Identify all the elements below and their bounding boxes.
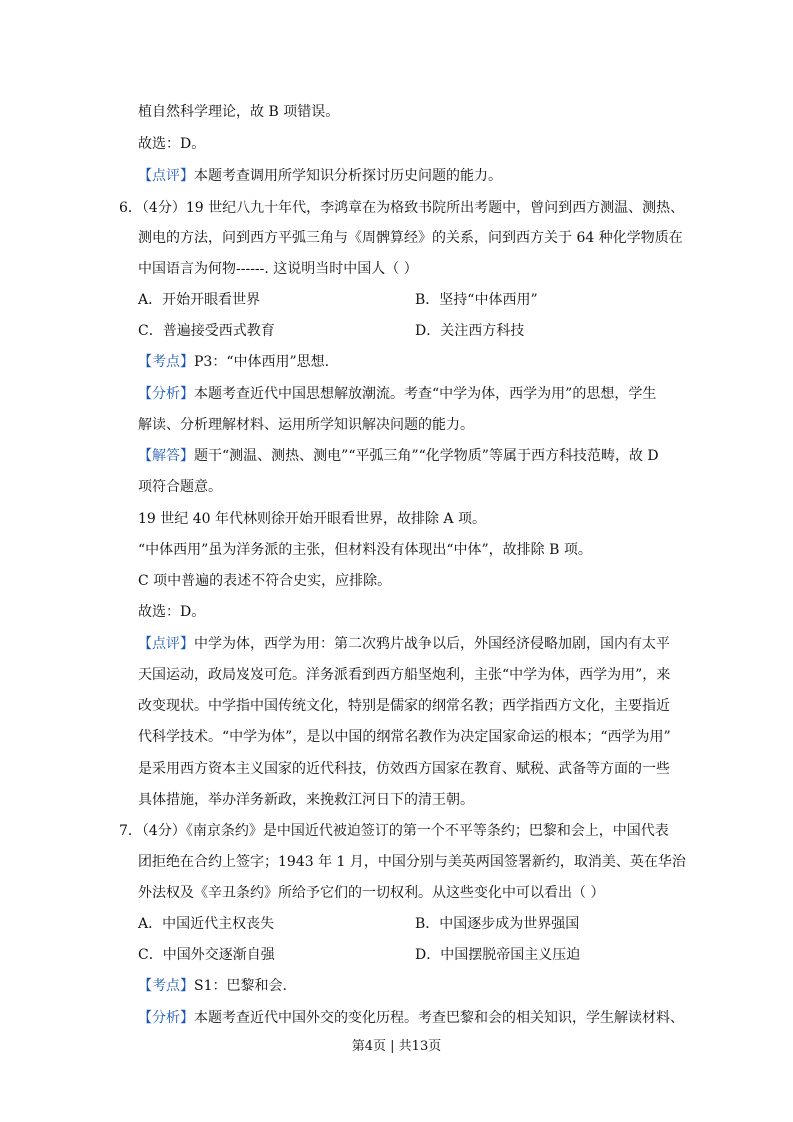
analysis-line xyxy=(138,384,656,404)
tag-bracket-open: 【 xyxy=(138,978,152,994)
tag-label: 考点 xyxy=(152,354,180,370)
answer-line: 故选：D。 xyxy=(138,604,206,620)
analysis-text: 本题考查近代中国思想解放潮流。考查“中学为体，西学为用”的思想，学生 xyxy=(194,386,657,402)
comment-line: 改变现状。中学指中国传统文化，特别是儒家的纲常名教；西学指西方文化，主要指近 xyxy=(138,698,670,714)
option-c: C．中国外交逐渐自强 xyxy=(138,947,275,963)
tag-label: 点评 xyxy=(152,168,180,184)
answer-text: 题干“测温、测热、测电”“平弧三角”“化学物质”等属于西方科技范畴，故 D xyxy=(194,448,659,464)
analysis-line: 解读、分析理解材料、运用所学知识解决问题的能力。 xyxy=(138,417,474,433)
answer-line: 19 世纪 40 年代林则徐开始开眼看世界，故排除 A 项。 xyxy=(138,511,486,527)
answer-line: 项符合题意。 xyxy=(138,479,222,495)
comment-line: 天国运动，政局岌岌可危。洋务派看到西方船坚炮利，主张“中学为体，西学为用”，来 xyxy=(138,667,671,683)
tag-bracket-close: 】 xyxy=(180,354,194,370)
analysis-text: 本题考查近代中国外交的变化历程。考查巴黎和会的相关知识，学生解读材料、 xyxy=(194,1010,684,1026)
text-line: 植自然科学理论，故 B 项错误。 xyxy=(138,104,340,120)
question-7-stem: 7．（4分）《南京条约》是中国近代被迫签订的第一个不平等条约；巴黎和会上，中国代表 xyxy=(119,823,669,839)
knowledge-point-text: S1：巴黎和会. xyxy=(194,978,287,994)
text-line: 故选：D。 xyxy=(138,136,206,152)
option-c: C．普遍接受西式教育 xyxy=(138,323,275,339)
comment-line: 是采用西方资本主义国家的近代科技，仿效西方国家在教育、赋税、武备等方面的一些 xyxy=(138,761,670,777)
option-d: D．中国摆脱帝国主义压迫 xyxy=(415,947,581,963)
question-6-stem: 6．（4分）19 世纪八九十年代，李鸿章在为格致书院所出考题中，曾问到西方测温、测热、 xyxy=(119,200,685,216)
comment-line: 具体措施，举办洋务新政，来挽救江河日下的清王朝。 xyxy=(138,792,474,808)
tag-bracket-close: 】 xyxy=(180,636,194,652)
tag-bracket-close: 】 xyxy=(180,1010,194,1026)
tag-label: 分析 xyxy=(152,1010,180,1026)
comment-line xyxy=(138,166,502,186)
tag-bracket-close: 】 xyxy=(180,978,194,994)
option-b: B．中国逐步成为世界强国 xyxy=(415,916,580,932)
tag-bracket-close: 】 xyxy=(180,386,194,402)
knowledge-point-line xyxy=(138,976,287,996)
page-footer: 第4页 | 共13页 xyxy=(351,1039,442,1054)
question-6-stem: 测电的方法，问到西方平弧三角与《周髀算经》的关系，问到西方关于 64 种化学物质在 xyxy=(138,230,683,246)
tag-bracket-open: 【 xyxy=(138,168,152,184)
comment-line xyxy=(138,634,670,654)
tag-bracket-close: 】 xyxy=(180,168,194,184)
tag-label: 点评 xyxy=(152,636,180,652)
tag-bracket-close: 】 xyxy=(180,448,194,464)
tag-bracket-open: 【 xyxy=(138,636,152,652)
answer-line: C 项中普遍的表述不符合史实，应排除。 xyxy=(138,573,392,589)
comment-line: 代科学技术。“中学为体”，是以中国的纲常名教作为决定国家命运的根本；“西学为用” xyxy=(138,729,671,745)
question-7-stem: 外法权及《辛丑条约》所给予它们的一切权利。从这些变化中可以看出（ ） xyxy=(138,885,605,901)
answer-line: “中体西用”虽为洋务派的主张，但材料没有体现出“中体”，故排除 B 项。 xyxy=(138,542,592,558)
tag-bracket-open: 【 xyxy=(138,386,152,402)
analysis-line xyxy=(138,1008,684,1028)
knowledge-point-text: P3：“中体西用”思想. xyxy=(194,354,330,370)
comment-text: 本题考查调用所学知识分析探讨历史问题的能力。 xyxy=(194,168,502,184)
question-6-stem: 中国语言为何物------. 这说明当时中国人（ ） xyxy=(138,261,418,277)
comment-text: 中学为体，西学为用：第二次鸦片战争以后，外国经济侵略加剧，国内有太平 xyxy=(194,636,670,652)
option-d: D．关注西方科技 xyxy=(415,323,525,339)
tag-label: 解答 xyxy=(152,448,180,464)
answer-line xyxy=(138,446,659,466)
question-7-stem: 团拒绝在合约上签字；1943 年 1 月，中国分别与美英两国签署新约，取消美、英在华治 xyxy=(138,854,686,870)
tag-bracket-open: 【 xyxy=(138,1010,152,1026)
tag-label: 考点 xyxy=(152,978,180,994)
option-a: A．开始开眼看世界 xyxy=(138,292,261,308)
tag-bracket-open: 【 xyxy=(138,448,152,464)
option-b: B．坚持“中体西用” xyxy=(415,292,538,308)
tag-bracket-open: 【 xyxy=(138,354,152,370)
option-a: A．中国近代主权丧失 xyxy=(138,916,275,932)
tag-label: 分析 xyxy=(152,386,180,402)
knowledge-point-line xyxy=(138,352,329,372)
